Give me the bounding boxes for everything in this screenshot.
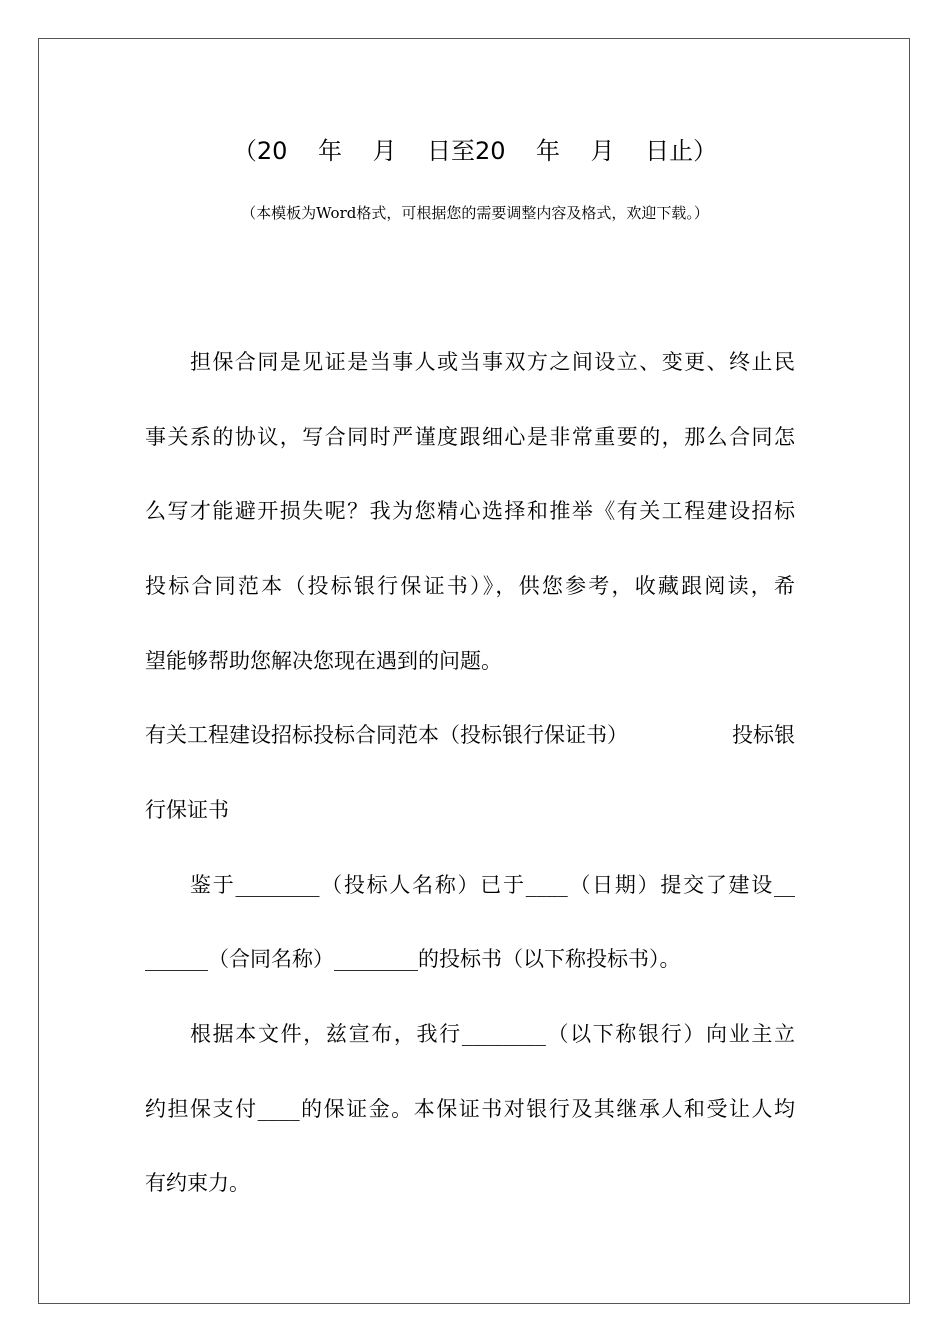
clause-paragraph-line: 根据本文件，兹宣布，我行________（以下称银行）向业主立 [190,1022,795,1046]
document-title-continued: 投标银 [732,723,795,747]
document-title-line: 行保证书 [145,798,229,822]
intro-paragraph-line: 望能够帮助您解决您现在遇到的问题。 [145,649,502,673]
intro-paragraph-line: 事关系的协议，写合同时严谨度跟细心是非常重要的，那么合同怎 [145,425,795,449]
intro-paragraph-line: 投标合同范本（投标银行保证书）》，供您参考，收藏跟阅读，希 [145,574,795,598]
date-range-line: （20 年 月 日至20 年 月 日止） [232,137,718,165]
clause-paragraph-line: 鉴于________（投标人名称）已于____（日期）提交了建设__ [190,873,795,897]
document-title: 有关工程建设招标投标合同范本（投标银行保证书） [145,723,628,747]
intro-paragraph-line: 么写才能避开损失呢？我为您精心选择和推举《有关工程建设招标 [145,499,795,523]
clause-paragraph-line: 有约束力。 [145,1171,250,1195]
clause-paragraph-line: 约担保支付____的保证金。本保证书对银行及其继承人和受让人均 [145,1097,795,1121]
template-note: （本模板为Word格式，可根据您的需要调整内容及格式，欢迎下载。） [241,204,709,222]
clause-paragraph-line: ______（合同名称）________的投标书（以下称投标书）。 [145,947,681,971]
intro-paragraph-line: 担保合同是见证是当事人或当事双方之间设立、变更、终止民 [190,350,795,374]
